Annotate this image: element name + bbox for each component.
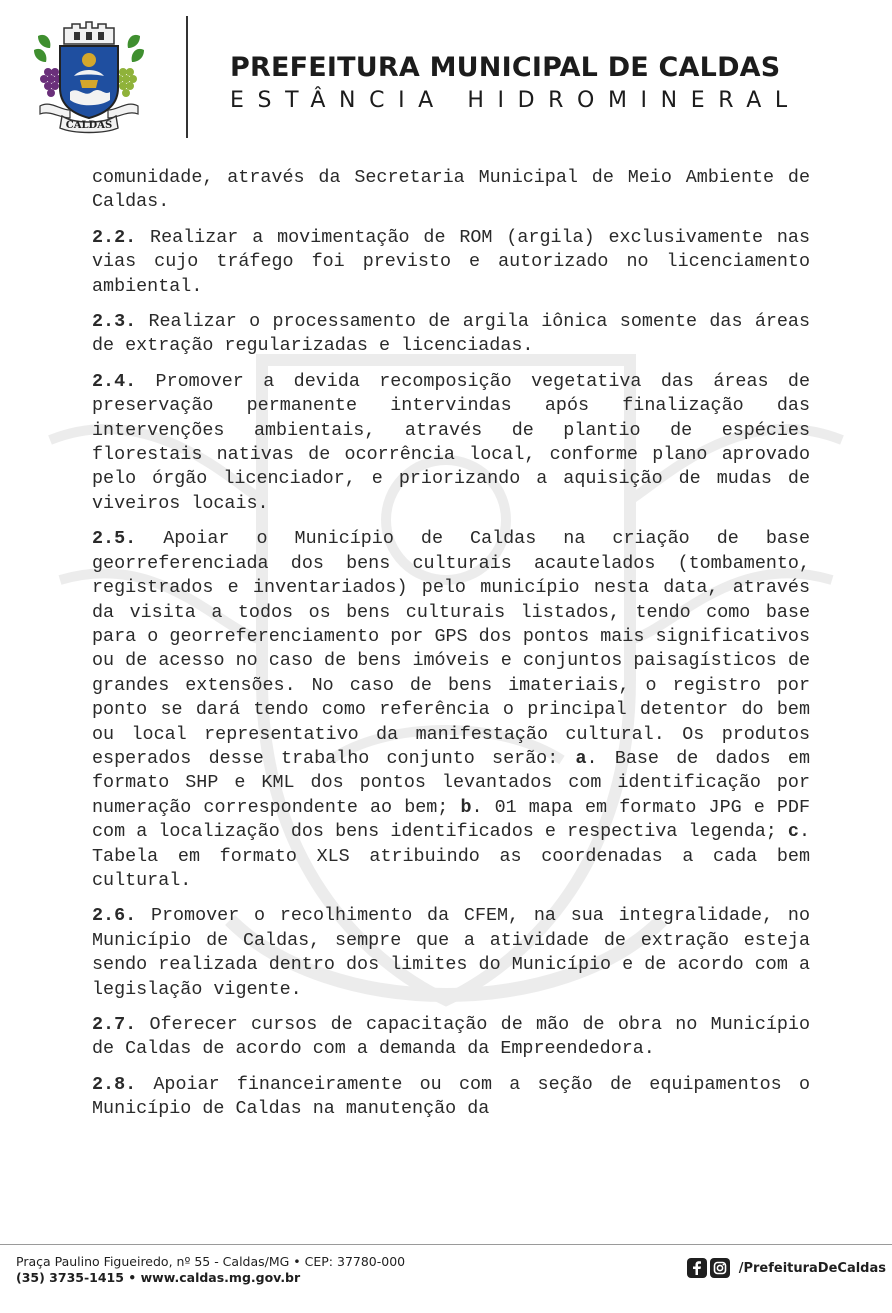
clause-text: Apoiar financeiramente ou com a seção de equipamentos o Município de Caldas na manutenção da (92, 1073, 810, 1120)
paragraph-intro (92, 166, 810, 215)
page-subtitle: ESTÂNCIA HIDROMINERAL (230, 88, 801, 113)
municipal-crest-logo (30, 14, 148, 134)
clause-text: Promover a devida recomposição vegetativa das áreas de preservação permanente intervindas após finalização das intervenções ambientais, através de plantio de espécies florestais nativas de ocorrência local, conforme plano aprovado pelo órgão licenciador, e priorizando a aquisição de mudas de viveiros locais. (92, 370, 810, 514)
clause-text: Realizar a movimentação de ROM (argila) exclusivamente nas vias cujo tráfego foi previsto e autorizado no licenciamento ambiental. (92, 226, 810, 297)
clause-2-7 (92, 1013, 810, 1062)
instagram-icon[interactable] (710, 1258, 730, 1278)
clause-number: 2.2. (92, 226, 137, 248)
clause-text: Oferecer cursos de capacitação de mão de obra no Município de Caldas de acordo com a demanda da Empreendedora. (92, 1014, 810, 1060)
grape-cluster-left-icon (34, 35, 62, 97)
list-label-a: a (575, 747, 587, 769)
grape-cluster-right-icon (115, 35, 144, 97)
clause-number: 2.6. (92, 905, 137, 927)
clause-number: 2.7. (92, 1014, 137, 1035)
footer-contact: (35) 3735-1415 • www.caldas.mg.gov.br (16, 1270, 301, 1285)
clause-2-2 (92, 226, 810, 299)
paragraph-text: comunidade, através da Secretaria Municipal de Meio Ambiente de Caldas. (92, 167, 810, 213)
clause-number: 2.5. (92, 528, 137, 550)
clause-2-5 (92, 527, 810, 893)
page-footer (0, 1244, 892, 1313)
clause-2-4 (92, 370, 810, 516)
footer-divider (0, 1244, 892, 1245)
document-body (92, 166, 810, 1133)
clause-2-3 (92, 310, 810, 359)
clause-2-6 (92, 904, 810, 1002)
footer-address: Praça Paulino Figueiredo, nº 55 - Caldas/MG • CEP: 37780-000 (16, 1254, 406, 1269)
list-text-a: . Base de dados em formato SHP e KML dos pontos levantados com identificação por numeração correspondente ao bem; (92, 747, 811, 818)
clause-number: 2.8. (92, 1073, 137, 1095)
list-text-c: . Tabela em formato XLS atribuindo as coordenadas a cada bem cultural. (92, 821, 810, 891)
clause-text: Promover o recolhimento da CFEM, na sua integralidade, no Município de Caldas, sempre que a atividade de extração esteja sendo realizada dentro dos limites do Município e de acordo com a legislação vigente. (92, 905, 810, 1000)
clause-text: Apoiar o Município de Caldas na criação de base georreferenciada dos bens culturais acautelados (tombamento, registrados e inventariados) pelo município nesta data, através da visita a todos os bens culturais listados, tendo como base para o georreferenciamento por GPS dos pontos mais significativos ou de acesso no caso de bens imóveis e conjuntos paisagísticos de grandes extensões. No caso de bens imateriais, o registro por ponto se dará tendo como referência o principal detentor do bem ou local representativo da manifestação cultural. Os produtos esperados desse trabalho conjunto serão: (92, 528, 810, 769)
clause-2-8 (92, 1073, 810, 1122)
page-title: PREFEITURA MUNICIPAL DE CALDAS (230, 52, 781, 83)
header-divider (186, 16, 188, 138)
social-handle[interactable]: /PrefeituraDeCaldas (738, 1260, 886, 1276)
social-links (687, 1258, 886, 1278)
crest-ribbon-text: CALDAS (65, 120, 113, 131)
page-header (0, 0, 892, 150)
facebook-icon[interactable] (687, 1258, 707, 1278)
clause-number: 2.3. (92, 311, 137, 333)
clause-text: Realizar o processamento de argila iônica somente das áreas de extração regularizadas e licenciadas. (92, 311, 810, 357)
list-label-b: b (460, 796, 472, 818)
list-label-c: c (787, 821, 799, 843)
list-text-b: . 01 mapa em formato JPG e PDF com a localização dos bens identificados e respectiva legenda; (92, 796, 810, 843)
clause-number: 2.4. (92, 370, 137, 392)
